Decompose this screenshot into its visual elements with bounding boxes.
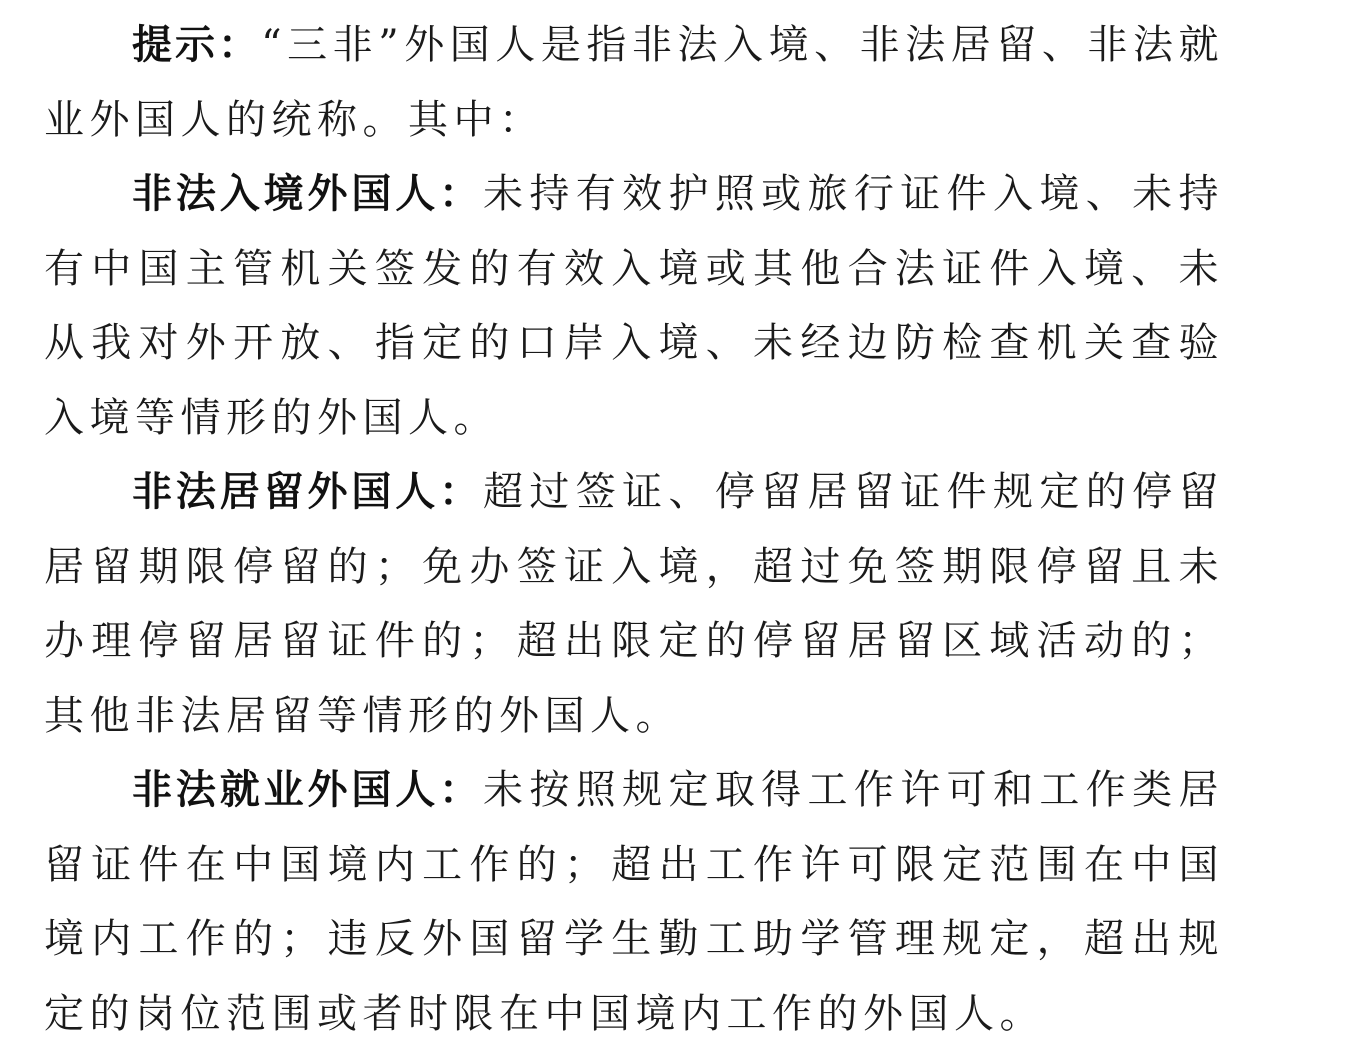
term-illegal-employment: 非法就业外国人： bbox=[132, 767, 483, 813]
paragraph-intro bbox=[44, 8, 1224, 157]
paragraph-text: 超过签证、停留居留证件规定的停留居留期限停留的；免办签证入境，超过免签期限停留且未办理停留居留证件的；超出限定的停留居留区域活动的；其他非法居留等情形的外国人。 bbox=[44, 469, 1225, 739]
term-illegal-entry: 非法入境外国人： bbox=[132, 171, 483, 217]
term-tip: 提示： bbox=[132, 22, 262, 68]
paragraph-text: 未持有效护照或旅行证件入境、未持有中国主管机关签发的有效入境或其他合法证件入境、未从我对外开放、指定的口岸入境、未经边防检查机关查验入境等情形的外国人。 bbox=[44, 171, 1225, 441]
paragraph-illegal-entry bbox=[44, 157, 1224, 455]
term-illegal-residence: 非法居留外国人： bbox=[132, 469, 483, 515]
document-page bbox=[44, 8, 1224, 1051]
paragraph-text: 未按照规定取得工作许可和工作类居留证件在中国境内工作的；超出工作许可限定范围在中国境内工作的；违反外国留学生勤工助学管理规定，超出规定的岗位范围或者时限在中国境内工作的外国人。 bbox=[44, 767, 1225, 1037]
paragraph-text: “三非”外国人是指非法入境、非法居留、非法就业外国人的统称。其中： bbox=[44, 22, 1224, 143]
paragraph-illegal-residence bbox=[44, 455, 1224, 753]
paragraph-illegal-employment bbox=[44, 753, 1224, 1051]
